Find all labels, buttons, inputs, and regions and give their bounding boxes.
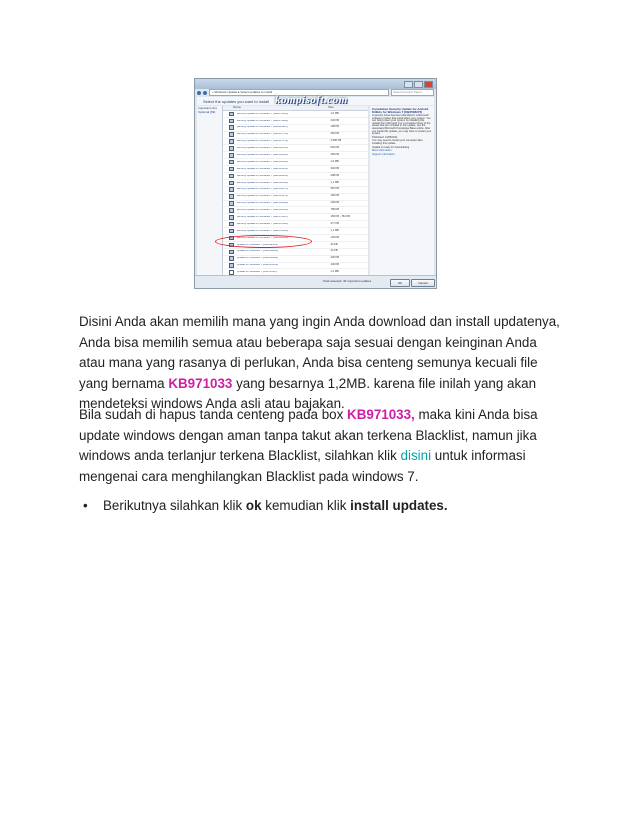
update-name: Security Update for Windows 7 (KB2536275) — [236, 188, 289, 191]
update-name: Security Update for Windows 7 (KB2509553) — [236, 160, 289, 163]
update-size: 330 KB — [330, 152, 340, 156]
update-name: Security Update for Windows 7 (KB2079664) — [236, 119, 289, 122]
update-row — [223, 145, 368, 152]
updates-list — [223, 106, 368, 276]
checked-checkbox-icon — [229, 263, 234, 268]
bullet-text — [103, 496, 448, 516]
update-size: 1,1 MB — [330, 228, 339, 232]
search-input: Search Control Panel — [391, 89, 434, 96]
update-size: 640 KB — [330, 146, 340, 150]
update-row — [223, 166, 368, 173]
update-details-panel — [370, 106, 434, 276]
detail-title: Cumulative Security Update for ActiveX Killbits for Windows 7 (KB2508272) — [372, 107, 429, 114]
update-size: 1,2 MB — [330, 270, 339, 274]
p2-text-c: untuk informasi mengenai cara menghilangkan Blacklist pada windows 7. — [79, 448, 526, 484]
minimize-icon — [404, 81, 413, 88]
update-row — [223, 132, 368, 139]
detail-ready: Update is ready for downloading — [372, 145, 410, 149]
p1-text-a: Disini Anda akan memilih mana yang ingin Anda download dan install updatenya, Anda bisa memilih semua atau beberapa saja sesuai dengan keinginan Anda atau mana yang rasanya di perlukan, Anda bisa centeng semunya kecuali file yang bernama — [79, 314, 560, 391]
screenshot-footer — [195, 275, 436, 288]
total-selected: Total selected: 40 important updates — [323, 279, 372, 283]
unchecked-checkbox-icon — [229, 270, 234, 275]
update-row — [223, 214, 368, 221]
support-information-link: Support information — [372, 152, 395, 156]
update-name: Security Update for Windows 7 (KB2506213) — [236, 147, 289, 150]
update-name: Security Update for Windows 7 (KB2567680) — [236, 222, 289, 225]
category-important: Important (41) — [198, 106, 217, 110]
checked-checkbox-icon — [229, 222, 234, 227]
update-row — [223, 249, 368, 256]
detail-text: A security issue has been identified in a Microsoft software product that could affect your system. You can help protect your system by installing this update from Microsoft. For a complete listing of the issues that are included in this update, see the associated Microsoft Knowledge Base article. After you install this update, you may have to restart your system. — [372, 114, 432, 136]
update-name: Update for Windows 7 (KB971033) — [236, 271, 277, 274]
checked-checkbox-icon — [229, 119, 234, 124]
update-name: Update for Windows 7 (KB2506928) — [236, 257, 279, 260]
detail-restart: You may need to restart your computer after installing this update — [372, 139, 423, 145]
update-row — [223, 139, 368, 146]
back-arrow-icon — [197, 91, 201, 95]
checked-checkbox-icon — [229, 256, 234, 261]
update-name: Security Update for Windows 7 (KB2570222) — [236, 229, 289, 232]
update-name: Security Update for Windows 7 (KB2524098) — [236, 181, 289, 184]
update-size: 232 KB — [330, 118, 340, 122]
breadcrumb: « Windows Update ▸ Select updates to install — [209, 89, 389, 96]
update-name: Security Update for Windows 7 (KB2570947) — [236, 216, 289, 218]
watermark: kompisoft.com — [275, 94, 348, 106]
update-name: Security Update for Windows 7 (KB2506464) — [236, 153, 289, 156]
update-name: Security Update for Windows 7 (KB2536276) — [236, 195, 289, 198]
windows-update-screenshot — [194, 78, 437, 289]
instruction-bullet — [79, 496, 564, 516]
checked-checkbox-icon — [229, 174, 234, 179]
update-row — [223, 207, 368, 214]
checked-checkbox-icon — [229, 229, 234, 234]
ok-button: OK — [390, 279, 410, 287]
forward-arrow-icon — [203, 91, 207, 95]
update-name: Security Update for Windows 7 (KB2584146) — [236, 236, 289, 239]
update-size: 133 KB — [330, 235, 340, 239]
checked-checkbox-icon — [229, 112, 234, 117]
highlight-circle — [215, 235, 312, 248]
checked-checkbox-icon — [229, 201, 234, 206]
checked-checkbox-icon — [229, 194, 234, 199]
checked-checkbox-icon — [229, 160, 234, 165]
more-information-link: More information — [372, 149, 392, 153]
bullet-text-a: Berikutnya silahkan klik — [103, 498, 246, 513]
maximize-icon — [414, 81, 423, 88]
update-size: 135 KB — [330, 201, 340, 205]
column-size: Size — [328, 105, 334, 109]
bullet-mark: • — [83, 498, 88, 513]
update-name: Security Update for Windows 7 (KB2511455) — [236, 167, 288, 170]
update-row — [223, 187, 368, 194]
checked-checkbox-icon — [229, 187, 234, 192]
update-size: 252 KB — [330, 132, 340, 136]
update-name: Security Update for Windows 7 (KB2497572) — [236, 140, 289, 143]
update-row — [223, 118, 368, 125]
update-size: 150 KB - 762 KB — [330, 215, 350, 218]
install-updates-keyword: install updates. — [350, 498, 448, 513]
checked-checkbox-icon — [229, 146, 234, 151]
p1-text-b: yang besarnya 1,2MB. karena file inilah yang akan mendeteksi windows Anda asli atau bajakan. — [79, 375, 537, 411]
update-name: Security Update for Windows 7 (KB2522422) — [236, 174, 289, 177]
checked-checkbox-icon — [229, 250, 234, 255]
update-size: 795 KB — [330, 208, 340, 212]
detail-published: Published: 14/06/2011 — [372, 135, 398, 139]
update-row — [223, 159, 368, 166]
disini-link[interactable]: disini — [400, 448, 432, 463]
close-icon — [424, 81, 433, 88]
update-name: Update for Windows 7 (KB2506014) — [236, 250, 279, 253]
update-row — [223, 111, 368, 118]
screenshot-header — [197, 94, 434, 106]
update-size: 477 KB — [330, 221, 340, 225]
update-row — [223, 228, 368, 235]
update-name: Security Update for Windows 7 (KB2491287) — [236, 126, 289, 129]
update-row — [223, 201, 368, 208]
update-size: 33 KB — [330, 242, 338, 246]
bullet-text-b: kemudian klik — [261, 498, 351, 513]
update-name: Security Update for Windows 7 (KB2079304) — [236, 112, 289, 115]
checked-checkbox-icon — [229, 132, 234, 137]
update-row — [223, 180, 368, 187]
update-size: 340 KB — [330, 166, 340, 170]
paragraph-2 — [79, 405, 564, 487]
update-size: 44 KB — [330, 249, 338, 253]
update-size: 1,1 MB — [330, 180, 339, 184]
update-size: 1,6 MB — [330, 111, 339, 115]
select-updates-heading: Select the updates you want to install — [203, 99, 270, 104]
update-name: Update for Windows 7 (KB2533552) — [236, 264, 279, 267]
update-size: 138 KB — [330, 125, 340, 129]
update-size: 208 KB — [330, 173, 340, 177]
update-name: Security Update for Windows 7 (KB2560656) — [236, 209, 289, 212]
update-size: 1,9 MB — [330, 159, 339, 163]
p2-text-a: Bila sudah di hapus tanda centeng pada box — [79, 407, 348, 422]
checked-checkbox-icon — [229, 208, 234, 213]
update-name: Security Update for Windows 7 (KB2487733) — [236, 133, 289, 136]
update-row — [223, 173, 368, 180]
update-row — [223, 263, 368, 270]
update-name: Security Update for Windows 7 (KB2544893) — [236, 202, 289, 205]
kb-highlight-1: KB971033 — [168, 375, 233, 391]
p2-text-b: maka kini Anda bisa update windows dengan aman tanpa takut akan terkena Blacklist, namun jika windows anda terlanjur terkena Blacklist, silahkan klik — [79, 407, 538, 463]
update-size: 430 KB — [330, 256, 340, 260]
update-size: 515 KB — [330, 187, 340, 191]
checked-checkbox-icon — [229, 153, 234, 158]
update-row — [223, 194, 368, 201]
update-size: 192 KB — [330, 194, 340, 198]
checked-checkbox-icon — [229, 125, 234, 130]
category-optional: Optional (69) — [198, 110, 216, 114]
cancel-button: Cancel — [411, 279, 435, 287]
ok-keyword: ok — [245, 498, 262, 513]
kb-highlight-2: KB971033, — [347, 407, 415, 422]
update-size: 149 KB — [330, 263, 340, 267]
checked-checkbox-icon — [229, 215, 234, 220]
checked-checkbox-icon — [229, 181, 234, 186]
update-category-panel — [197, 106, 223, 276]
update-row — [223, 256, 368, 263]
window-controls — [404, 81, 433, 88]
checked-checkbox-icon — [229, 167, 234, 172]
update-row — [223, 221, 368, 228]
window-titlebar — [195, 79, 436, 89]
column-name: Name — [233, 105, 242, 109]
paragraph-1 — [79, 312, 564, 415]
update-row — [223, 152, 368, 159]
update-name: Update for Windows 7 (KB2488113) — [236, 243, 278, 246]
update-size: 2,958 KB — [330, 139, 342, 143]
checked-checkbox-icon — [229, 139, 234, 144]
update-row — [223, 125, 368, 132]
